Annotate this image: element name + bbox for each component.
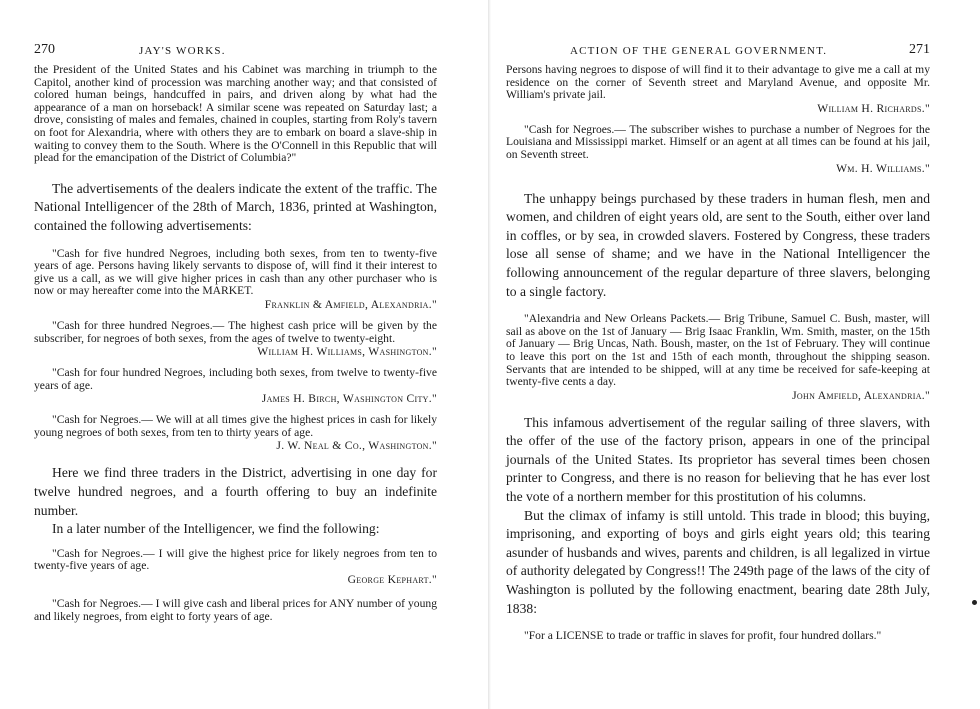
right-page (490, 0, 980, 709)
ad-richards-continued: Persons having negroes to dispose of will find it to their advantage to give me a call at my residence on the corner of Seventh street and Maryland Avenue, and opposite Mr. William's private jail. (506, 63, 930, 102)
right-running-head: ACTION OF THE GENERAL GOVERNMENT. (570, 45, 828, 57)
license-enactment: "For a LICENSE to trade or traffic in slaves for profit, four hundred dollars." (524, 629, 882, 643)
ad-richards-start: "Cash for Negroes.— I will give cash and liberal prices for ANY number of young and likely negroes, from eight to forty years of age. (34, 597, 437, 623)
signature-kephart: George Kephart." (347, 573, 437, 587)
left-running-head: JAY'S WORKS. (139, 45, 226, 57)
ad-birch: "Cash for four hundred Negroes, including both sexes, from twelve to twenty-five years of age. (34, 366, 437, 392)
ad-williams-jail: "Cash for Negroes.— The subscriber wishes to purchase a number of Negroes for the Louisiana and Mississippi market. Himself or an agent at all times can be found at his jail, on Seventh street. (506, 122, 930, 161)
right-page-number: 271 (909, 42, 930, 57)
signature-birch: James H. Birch, Washington City." (261, 392, 437, 406)
left-page-number: 270 (34, 42, 55, 57)
right-column (506, 64, 930, 643)
ad-kephart: "Cash for Negroes.— I will give the highest price for likely negroes from ten to twenty-five years of age. (34, 546, 437, 573)
paragraph-later-number: In a later number of the Intelligencer, we find the following: (52, 521, 380, 537)
ad-williams: "Cash for three hundred Negroes.— The highest cash price will be given by the subscriber, for negroes of both sexes, from the ages of twelve to twenty-eight. (34, 318, 437, 345)
scan-mark (972, 600, 977, 605)
paragraph-three-traders: Here we find three traders in the District, advertising in one day for twelve hundred negroes, and a fourth offering to buy an indefinite number. (34, 465, 437, 518)
ad-franklin-amfield: "Cash for five hundred Negroes, including both sexes, from ten to twenty-five years of age. Persons having likely servants to dispose of, will find it their interest to give us a call, as we will give higher prices in cash than any other purchaser who is now or may hereafter come into the MARKET. (34, 246, 437, 298)
ad-neal: "Cash for Negroes.— We will at all times give the highest prices in cash for likely young negroes of both sexes, from ten to thirty years of age. (34, 413, 437, 439)
signature-richards: William H. Richards." (817, 101, 930, 115)
left-column (34, 64, 437, 623)
signature-amfield: John Amfield, Alexandria." (792, 388, 930, 402)
paragraph-climax: But the climax of infamy is still untold. This trade in blood; this buying, imprisoning, and exporting of boys and girls eight years old; this tearing asunder of husbands and wives, parents and children, is all legalized in virtue of authority delegated by Congress!! The 249th page of the laws of the city of Washington is polluted by the following enactment, bearing date 28th July, 1838: (506, 507, 930, 616)
ad-packets: "Alexandria and New Orleans Packets.— Brig Tribune, Samuel C. Bush, master, will sail as above on the 1st of January — Brig Isaac Franklin, Wm. Smith, master, on the 15th of January — Brig Uncas, Nath. Boush, master, on the 1st of February. They will continue to leave this port on the 1st and 15th of each month, throughout the shipping season. Servants that are intended to be shipped, will at any time be received for safe-keeping at twenty-five cents a day. (506, 312, 930, 389)
paragraph-unhappy-beings: The unhappy beings purchased by these traders in human flesh, men and women, and children of eight years old, are sent to the South, either over land in coffles, or by sea, in crowded slavers. Fostered by Congress, these traders lose all sense of shame; and we have in the National Intelligencer the following announcement of the regular departure of three slavers, belonging to a single factory. (506, 190, 930, 299)
quote-continuation: the President of the United States and his Cabinet was marching in triumph to the Capitol, another kind of procession was marching another way; and that consisted of colored human beings, handcuffed in pairs, and driven along by what had the appearance of a man on horseback! A similar scene was repeated on Saturday last; a drove, consisting of males and females, chained in couples, starting from Roly's tavern on foot for Alexandria, where with others they are to embark on board a slave-ship in waiting to convey them to the South. Where is the O'Connell in this Republic that will plead for the emancipation of the District of Columbia?" (34, 63, 437, 165)
paragraph-advertisements: The advertisements of the dealers indicate the extent of the traffic. The National Intelligencer of the 28th of March, 1836, printed at Washington, contained the following advertisements: (34, 180, 437, 233)
signature-williams: William H. Williams, Washington." (257, 345, 437, 359)
signature-wm-williams: Wm. H. Williams." (836, 161, 930, 175)
signature-neal: J. W. Neal & Co., Washington." (276, 439, 437, 453)
paragraph-infamous: This infamous advertisement of the regular sailing of three slavers, with the offer of the use of the factory prison, appears in one of the principal journals of the United States. Its proprietor has several times been chosen printer to Congress, and there is no reason for believing that he has ever lost the vote of a northern member for this prostitution of his columns. (506, 414, 930, 505)
signature-franklin-amfield: Franklin & Amfield, Alexandria." (264, 297, 437, 311)
